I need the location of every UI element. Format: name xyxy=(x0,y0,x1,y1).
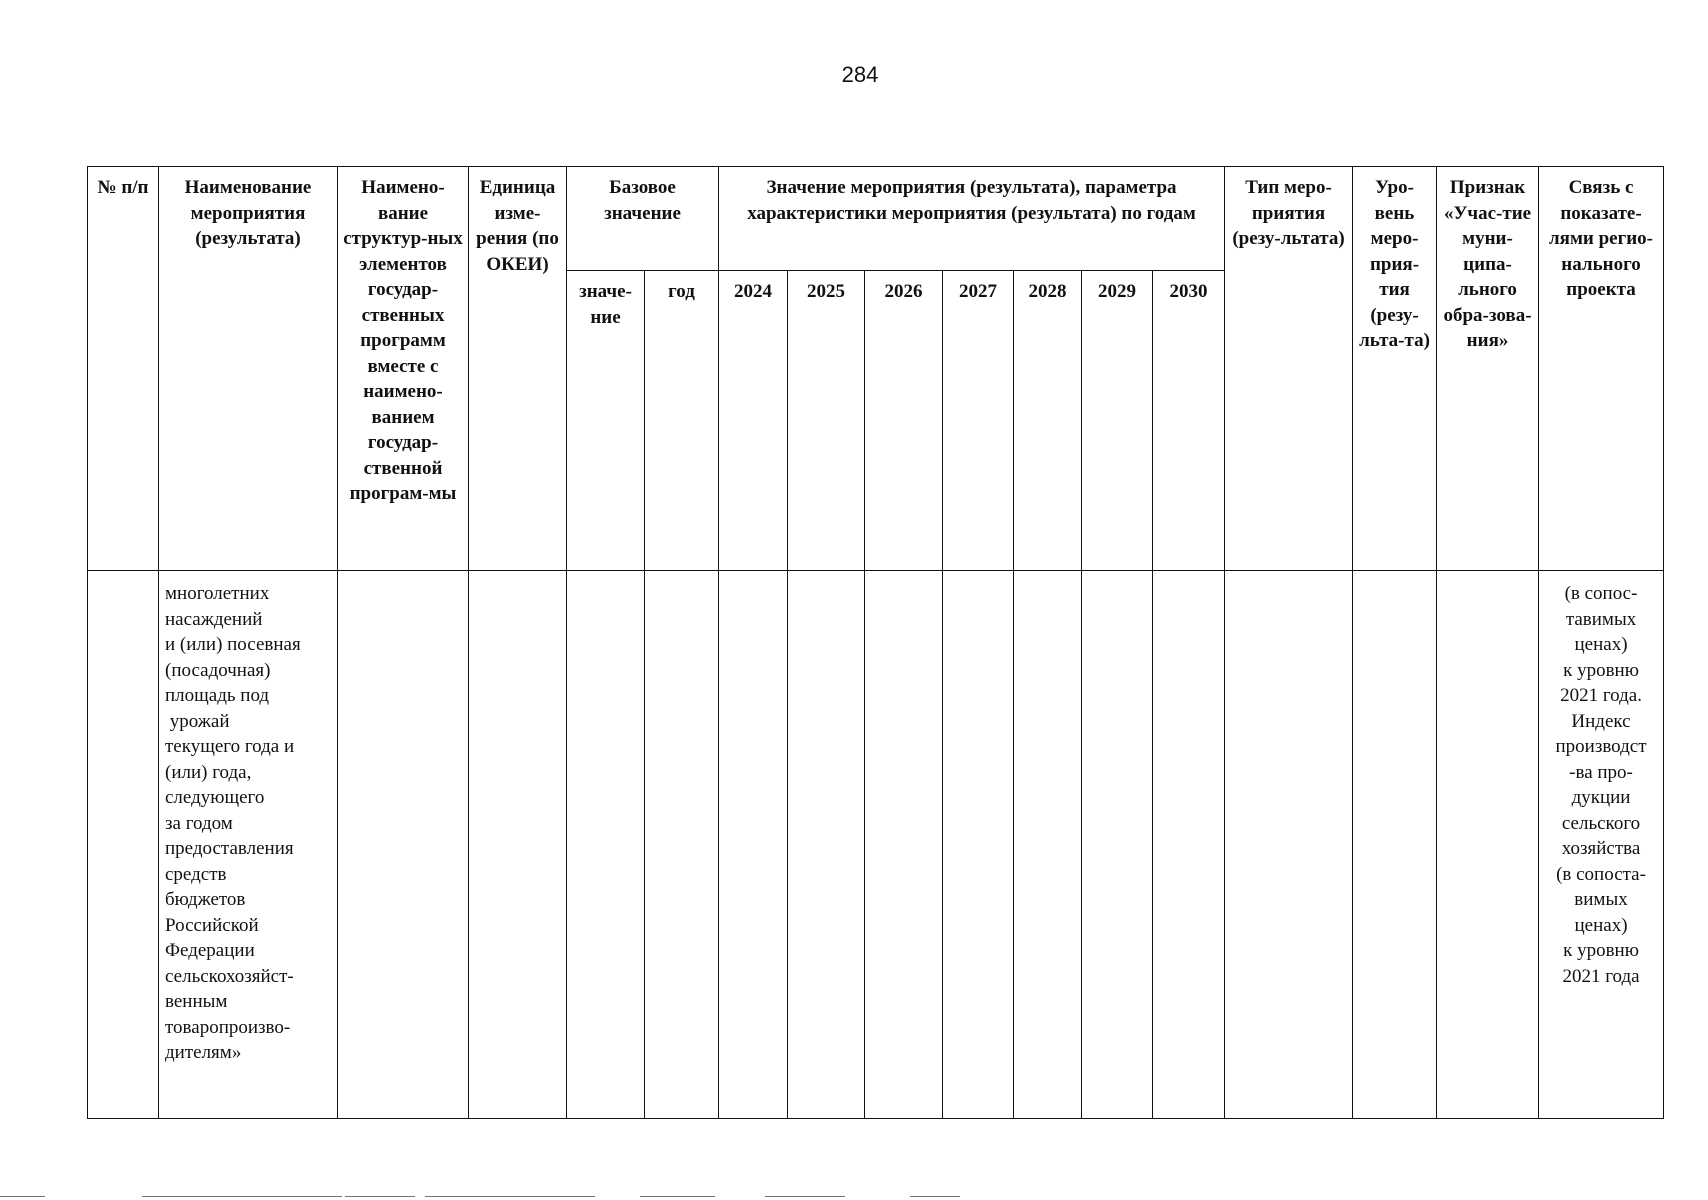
text-line: средств xyxy=(165,863,227,885)
text-line: дукции xyxy=(1571,787,1631,808)
text-line: вимых xyxy=(1574,889,1628,910)
header-structural-elements: Наимено-вание структур-ных элементов государ-ственных программ вместе с наимено-ванием государ-ственной програм-мы xyxy=(338,167,469,571)
header-base-value: Базовое значение xyxy=(567,167,719,271)
text-line: сельскохозяйст- xyxy=(165,965,294,987)
text-line: -ва про- xyxy=(1569,761,1633,783)
table-row xyxy=(88,571,1664,1119)
text-line: 2021 года xyxy=(1562,965,1640,987)
header-unit: Единица изме-рения (по ОКЕИ) xyxy=(469,167,567,571)
text-line: (в сопос- xyxy=(1564,583,1638,604)
cell-structural-elements xyxy=(338,571,469,1119)
header-measure-level: Уро-вень меро-прия-тия (резу-льта-та) xyxy=(1353,167,1437,571)
text-line: и (или) посевная xyxy=(165,634,301,655)
text-line: производст xyxy=(1555,736,1647,757)
header-year-2028: 2028 xyxy=(1014,271,1082,571)
text-line: урожай xyxy=(165,710,230,732)
text-line: тавимых xyxy=(1565,608,1637,630)
header-measure-type: Тип меро-приятия (резу-льтата) xyxy=(1225,167,1353,571)
header-year-2030: 2030 xyxy=(1153,271,1225,571)
page-number: 284 xyxy=(841,62,879,87)
text-line: насаждений xyxy=(165,608,263,630)
text-line: ценах) xyxy=(1574,914,1628,936)
cell-municipal-flag xyxy=(1437,571,1539,1119)
text-line: хозяйства xyxy=(1561,838,1641,859)
header-row-main xyxy=(88,167,1664,271)
header-year-2025: 2025 xyxy=(788,271,865,571)
cell-base-year xyxy=(645,571,719,1119)
scan-artifact-lines xyxy=(0,1196,1708,1198)
text-line: дителям» xyxy=(165,1042,242,1063)
header-values-by-year: Значение мероприятия (результата), параметра характеристики мероприятия (результата) по годам xyxy=(719,167,1225,271)
header-num: № п/п xyxy=(88,167,159,571)
cell-2024 xyxy=(719,571,788,1119)
text-line: товаропроизво- xyxy=(165,1016,291,1038)
header-base-value-value: значе-ние xyxy=(567,271,645,571)
text-line: бюджетов xyxy=(165,889,246,910)
measures-table xyxy=(87,166,1664,1119)
text-line: предоставления xyxy=(165,838,294,859)
text-line: (или) года, xyxy=(165,761,252,783)
cell-base-value xyxy=(567,571,645,1119)
header-base-value-year: год xyxy=(645,271,719,571)
text-line: площадь под xyxy=(165,685,270,706)
header-year-2027: 2027 xyxy=(943,271,1014,571)
cell-measure-name xyxy=(159,571,338,1119)
cell-num xyxy=(88,571,159,1119)
header-year-2029: 2029 xyxy=(1082,271,1153,571)
text-line: многолетних xyxy=(165,583,270,604)
header-municipal-flag: Признак «Учас-тие муни-ципа-льного обра-зова-ния» xyxy=(1437,167,1539,571)
text-line: ценах) xyxy=(1574,634,1628,655)
cell-2025 xyxy=(788,571,865,1119)
text-line: за годом xyxy=(165,812,233,834)
text-line: сельского xyxy=(1561,812,1641,834)
text-line: венным xyxy=(165,991,228,1012)
cell-measure-level xyxy=(1353,571,1437,1119)
text-line: к уровню xyxy=(1563,659,1639,681)
text-line: Федерации xyxy=(165,940,255,961)
text-line: (в сопоста- xyxy=(1556,863,1646,885)
text-line: следующего xyxy=(165,787,265,808)
text-line: Российской xyxy=(165,914,259,936)
cell-measure-type xyxy=(1225,571,1353,1119)
text-line: к уровню xyxy=(1563,940,1639,961)
cell-2027 xyxy=(943,571,1014,1119)
header-regional-link: Связь с показате-лями регио-нального проекта xyxy=(1539,167,1664,571)
cell-2029 xyxy=(1082,571,1153,1119)
header-year-2024: 2024 xyxy=(719,271,788,571)
cell-unit xyxy=(469,571,567,1119)
header-year-2026: 2026 xyxy=(865,271,943,571)
cell-2030 xyxy=(1153,571,1225,1119)
text-line: Индекс xyxy=(1571,710,1631,732)
text-line: текущего года и xyxy=(165,736,295,757)
cell-2026 xyxy=(865,571,943,1119)
cell-2028 xyxy=(1014,571,1082,1119)
text-line: 2021 года. xyxy=(1560,685,1642,706)
header-measure-name: Наименование мероприятия (результата) xyxy=(159,167,338,571)
text-line: (посадочная) xyxy=(165,659,271,681)
cell-regional-link xyxy=(1539,571,1664,1119)
